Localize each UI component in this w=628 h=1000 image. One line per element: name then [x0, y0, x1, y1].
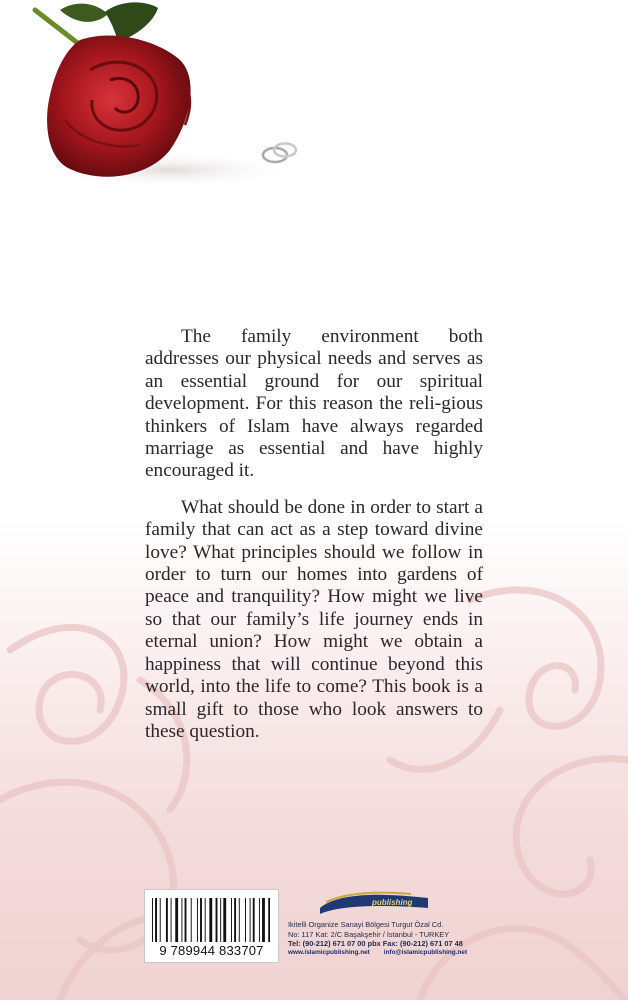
barcode-bar	[262, 898, 265, 942]
barcode-bar	[234, 898, 236, 942]
barcode-bars	[152, 898, 270, 942]
barcode-bar	[220, 898, 221, 942]
barcode-bar	[200, 898, 202, 942]
barcode-bar	[185, 898, 187, 942]
barcode-bar	[191, 898, 192, 942]
barcode-bar	[259, 898, 260, 942]
blurb-paragraph-1: The family environment both addresses our physical needs and serves as an essential ground for our spiritual development. For this reason the reli-gious thinkers of Islam have always regarded marriage as essential and have highly encouraged it.	[145, 326, 483, 482]
rose-image	[20, 0, 320, 200]
barcode-bar	[216, 898, 218, 942]
barcode-bar	[245, 898, 246, 942]
barcode-bar	[205, 898, 206, 942]
barcode-bar	[231, 898, 232, 942]
barcode-bar	[160, 898, 161, 942]
barcode-bar	[268, 898, 270, 942]
blurb-text	[145, 326, 483, 757]
publisher-address-1: Ikitelli Organize Sanayi Bölgesi Turgut Özal Cd.	[288, 920, 444, 929]
publisher-logo-text: publishing	[372, 898, 413, 907]
publisher-info	[288, 888, 498, 956]
isbn-number: 9 789944 833707	[159, 943, 264, 958]
barcode-bar	[223, 898, 226, 942]
barcode-bar	[197, 898, 198, 942]
barcode-bar	[250, 898, 251, 942]
publisher-web-line	[288, 949, 498, 956]
barcode-bar	[166, 898, 168, 942]
barcode-bar	[239, 898, 240, 942]
barcode-bar	[155, 898, 157, 942]
barcode-bar	[152, 898, 153, 942]
barcode-bar	[181, 898, 182, 942]
barcode	[144, 889, 279, 963]
publisher-logo	[316, 888, 431, 918]
blurb-paragraph-2: What should be done in order to start a family that can act as a step toward divine love? What principles should we follow in order to turn our homes into gardens of peace and tranquility? How might we live so that our family’s life journey ends in eternal union? How might we obtain a happiness that will continue beyond this world, into the life to come? This book is a small gift to those who look answers to these question.	[145, 496, 483, 742]
barcode-bar	[175, 898, 178, 942]
barcode-bar	[171, 898, 172, 942]
publisher-address-2: No: 117 Kat: 2/C Başakşehir / İstanbul - TURKEY	[288, 929, 450, 939]
publisher-phone: Tel: (90-212) 671 07 00 pbx Fax: (90-212) 671 07 48	[288, 939, 463, 949]
publisher-website[interactable]: www.islamicpublishing.net	[288, 948, 370, 956]
publisher-email[interactable]: info@islamicpublishing.net	[383, 948, 468, 956]
barcode-bar	[209, 898, 212, 942]
barcode-bar	[253, 898, 255, 942]
